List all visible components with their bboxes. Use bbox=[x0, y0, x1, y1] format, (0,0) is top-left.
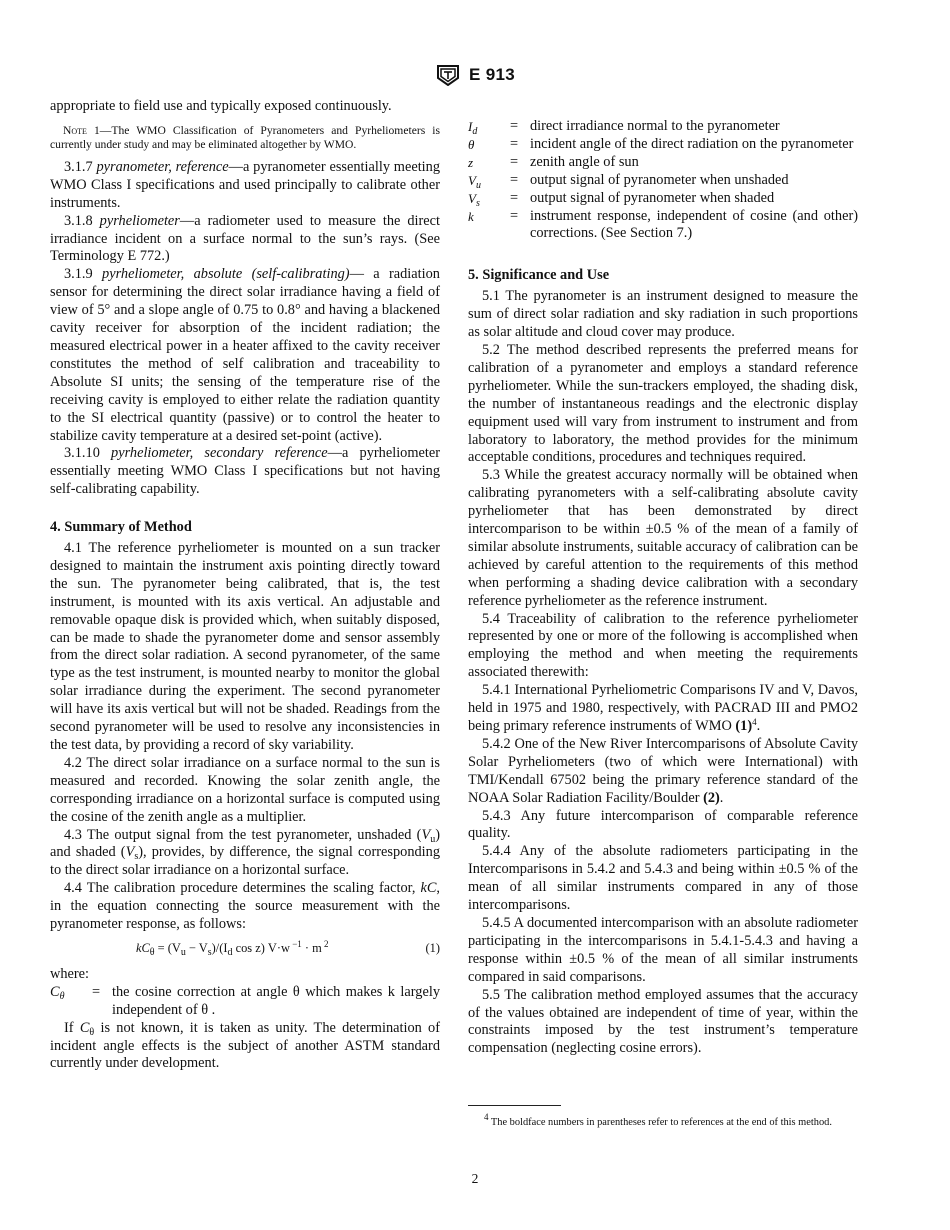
definition-3-1-8 bbox=[50, 213, 440, 267]
text-run: ), provides, by difference, the signal corresponding to the direct solar irradiance on a horizontal surface. bbox=[50, 844, 440, 879]
equation-body bbox=[136, 940, 329, 958]
text-run: . bbox=[719, 789, 724, 806]
symbol: kC bbox=[136, 940, 150, 955]
definition-3-1-7 bbox=[50, 159, 440, 213]
paragraph-if-c bbox=[50, 1020, 440, 1074]
text-run: )/(I bbox=[211, 940, 228, 955]
symbol-definition: instrument response, independent of cosine (and other) corrections. (See Section 7.) bbox=[530, 207, 858, 242]
subscript: u bbox=[180, 946, 186, 958]
superscript: 2 bbox=[321, 938, 329, 949]
symbol-definition: direct irradiance normal to the pyranometer bbox=[530, 118, 780, 134]
footnote-marker: 4 bbox=[752, 717, 757, 727]
symbol-letter: θ bbox=[468, 136, 475, 152]
clause-number: 3.1.7 bbox=[64, 158, 93, 175]
symbol-definitions bbox=[468, 118, 858, 243]
symbol-letter: z bbox=[468, 154, 474, 170]
text-run: is not known, it is taken as unity. The determination of incident angle effects is the subject of another ASTM standard currently under development. bbox=[50, 1019, 441, 1072]
text-run: · m bbox=[301, 940, 322, 955]
symbol bbox=[468, 208, 506, 244]
reference-number: (1) bbox=[735, 718, 753, 734]
definition-3-1-9 bbox=[50, 266, 440, 445]
footnote-divider bbox=[468, 1105, 561, 1106]
symbol-letter: C bbox=[50, 983, 60, 1000]
clause-number: 3.1.8 bbox=[64, 212, 93, 229]
clause-number: 3.1.10 bbox=[64, 445, 100, 462]
footnote bbox=[468, 1112, 858, 1130]
symbol: kC bbox=[420, 880, 437, 897]
subscript: d bbox=[227, 946, 233, 958]
text-run: , in the equation connecting the source measurement with the pyranometer response, as follows: bbox=[50, 880, 440, 933]
footnote-text: The boldface numbers in parentheses refer to references at the end of this method. bbox=[490, 1117, 832, 1128]
section-5-heading: 5. Significance and Use bbox=[468, 267, 610, 284]
clause-number: 3.1.9 bbox=[64, 266, 93, 283]
symbol-definition: incident angle of the direct radiation on the pyranometer bbox=[530, 135, 854, 152]
equals-sign: = bbox=[510, 118, 519, 134]
defined-term: pyrheliometer bbox=[99, 212, 180, 229]
definition-text: —a pyranometer essentially meeting WMO Class I specifications and used principally to calibrate other instruments. bbox=[50, 158, 441, 211]
symbol bbox=[468, 190, 506, 208]
paragraph-4-4 bbox=[50, 880, 440, 934]
definition-text: — a radiation sensor for determining the direct solar irradiance having a field of view of 5° and a slope angle of 0.75 to 0.8° and having a blackened cavity receiver for absorption of the incident radiation; the measured electrical power in a heater affixed to the cavity receiver constitutes the method of self calibration and traceability to Absolute SI units; the sensing of the temperature rise of the receiving cavity is employed to either relate the radiation quantity to the SI electrical quantity (passive) or to control the heater to stabilize cavity temperature at a desired set-point (active). bbox=[50, 266, 440, 444]
paragraph-5-4-4: 5.4.4 Any of the absolute radiometers participating in the Intercomparisons in 5.4.2 and 5.4.3 and being within ±0.5 % of the mean of all similar instruments compared in any of those intercomparisons. bbox=[468, 843, 858, 914]
text-run: 5.4.1 International Pyrheliometric Comparisons IV and V, Davos, held in 1975 and 1980, respectively, with PACRAD III and PMO2 being primary reference instruments of WMO bbox=[468, 682, 858, 734]
subscript: s bbox=[207, 946, 212, 958]
section-4-heading: 4. Summary of Method bbox=[50, 519, 192, 536]
symbol bbox=[468, 172, 506, 190]
text-run: If bbox=[64, 1019, 80, 1036]
symbol bbox=[468, 154, 506, 172]
text-run: 4.4 The calibration procedure determines the scaling factor, bbox=[64, 880, 421, 897]
subscript: d bbox=[472, 126, 478, 137]
paragraph-5-3: 5.3 While the greatest accuracy normally will be obtained when calibrating pyranometers with a self-calibrating absolute cavity pyrheliometer that has been demonstrated by direct intercomparison to be within ±0.5 % of the mean of a family of similar absolute instruments, suitable accuracy of calibration can be achieved by careful attention to the requirements of this method when performing a shading device calibration with a secondary reference pyrheliometer as the reference instrument. bbox=[468, 467, 858, 609]
text-run: − V bbox=[185, 940, 208, 955]
reference-number: (2) bbox=[703, 789, 720, 806]
equation-1 bbox=[50, 940, 440, 958]
paragraph-5-5: 5.5 The calibration method employed assumes that the accuracy of the values obtained are independent of time of year, within the constraints imposed by the test instrument’s temperature compensation (neglecting cosine errors). bbox=[468, 986, 858, 1057]
paragraph-5-2: 5.2 The method described represents the preferred means for calibration of a pyranometer and employs a standard reference pyrheliometer. While the sun-trackers employed, the shading disk, the number of instantaneous readings and the electronic display equipment used will vary from instrument to instrument and from laboratory to laboratory, the method provides for the minimum acceptable conditions, procedures and techniques required. bbox=[468, 341, 858, 466]
subscript: u bbox=[430, 833, 436, 845]
definition-text: —a pyrheliometer essentially meeting WMO Class I specifications but not having self-calibrating capability. bbox=[50, 445, 440, 498]
text-run: = (V bbox=[154, 940, 181, 955]
symbol-letter: k bbox=[468, 208, 474, 224]
paragraph: appropriate to field use and typically exposed continuously. bbox=[50, 98, 392, 114]
text-run: 4.3 The output signal from the test pyranometer, unshaded ( bbox=[64, 826, 422, 843]
astm-logo-icon bbox=[435, 64, 461, 86]
paragraph-5-1: 5.1 The pyranometer is an instrument designed to measure the sum of direct solar radiation and sky radiation in such proportions as solar altitude and cloud cover may produce. bbox=[468, 288, 858, 341]
symbol-definition: the cosine correction at angle θ which makes k largely independent of θ . bbox=[112, 983, 440, 1018]
paragraph-4-1: 4.1 The reference pyrheliometer is mounted on a sun tracker designed to maintain the instrument axis pointing directly toward the sun. The pyranometer being calibrated, that is, the test instrument, is mounted with its axis vertical. An adjustable and removable opaque disk is provided which, when suitably disposed, can be made to shade the pyranometer dome and sensor assembly from the direct solar radiation. A second pyranometer, of the same type as the test instrument, is mounted nearby to monitor the global solar irradiance during the experiment. The second pyranometer will have its axis vertical but will not be shaded. Readings from the second pyranometer will be used to resolve any inconsistencies in the test data, by providing a record of sky variability. bbox=[50, 540, 440, 753]
subscript: θ bbox=[149, 946, 155, 958]
paragraph-5-4: 5.4 Traceability of calibration to the reference pyrheliometer represented by one or more of the following is accomplished when employing the method and when meeting the requirements associated therewith: bbox=[468, 610, 858, 681]
footnote-marker: 4 bbox=[484, 1112, 489, 1122]
subscript: θ bbox=[59, 990, 65, 1002]
text-run: cos z) V·w bbox=[232, 940, 290, 955]
text-run: ) and shaded ( bbox=[50, 826, 440, 861]
equals-sign: = bbox=[510, 153, 519, 170]
paragraph-5-4-2 bbox=[468, 736, 858, 808]
paragraph-5-4-5: 5.4.5 A documented intercomparison with an absolute radiometer participating in the intercomparisons in 5.4.1-5.4.3 and having a response within ±0.5 % of the mean of all similar instruments compared in said comparisons. bbox=[468, 914, 858, 985]
subscript: u bbox=[475, 179, 481, 191]
page-number: 2 bbox=[471, 1171, 479, 1186]
symbol-letter: V bbox=[468, 172, 476, 188]
superscript: −1 bbox=[289, 938, 302, 949]
equals-sign: = bbox=[510, 207, 519, 224]
symbol: V bbox=[421, 826, 431, 843]
equals-sign: = bbox=[510, 135, 519, 152]
defined-term: pyrheliometer, secondary reference bbox=[111, 445, 328, 462]
paragraph-4-3 bbox=[50, 827, 440, 881]
symbol bbox=[468, 136, 506, 154]
symbol-definitions bbox=[50, 984, 440, 1020]
equals-sign: = bbox=[510, 189, 519, 206]
symbol-letter: V bbox=[468, 190, 476, 206]
defined-term: pyrheliometer, absolute (self-calibrating) bbox=[102, 266, 350, 283]
text-run: . bbox=[756, 718, 761, 734]
paragraph-5-4-1 bbox=[468, 682, 858, 736]
note-1 bbox=[50, 124, 440, 153]
symbol-letter: I bbox=[468, 119, 473, 134]
text-run: 5.4.2 One of the New River Intercomparisons of Absolute Cavity Solar Pyrheliometers (two of which were International) with TMI/Kendall 67502 being the primary reference standard of the NOAA Solar Radiation Facility/Boulder bbox=[468, 735, 858, 806]
equation-number: (1) bbox=[425, 940, 440, 955]
note-text: —The WMO Classification of Pyranometers and Pyrheliometers is currently under study and may be eliminated altogether by WMO. bbox=[50, 123, 440, 152]
subscript: θ bbox=[89, 1026, 95, 1038]
note-label: Note 1 bbox=[63, 123, 100, 137]
subscript: s bbox=[475, 197, 480, 209]
defined-term: pyranometer, reference bbox=[96, 158, 229, 175]
subscript: s bbox=[134, 851, 139, 863]
symbol bbox=[50, 984, 88, 1020]
right-column bbox=[468, 118, 858, 1058]
symbol bbox=[468, 118, 506, 136]
symbol-definition: zenith angle of sun bbox=[530, 153, 639, 170]
where-label: where: bbox=[50, 965, 90, 982]
symbol: V bbox=[125, 844, 135, 861]
definition-text: —a radiometer used to measure the direct irradiance incident on a surface normal to the sun’s rays. (See Terminology E 772.) bbox=[50, 212, 440, 265]
left-column bbox=[50, 98, 440, 1073]
definition-3-1-10 bbox=[50, 445, 440, 499]
equals-sign: = bbox=[92, 983, 101, 1000]
symbol: C bbox=[79, 1019, 90, 1036]
symbol-definition: output signal of pyranometer when shaded bbox=[530, 189, 775, 206]
paragraph-5-4-3: 5.4.3 Any future intercomparison of comparable reference quality. bbox=[468, 807, 858, 842]
symbol-definition: output signal of pyranometer when unshaded bbox=[530, 171, 789, 188]
page-header bbox=[0, 64, 950, 86]
paragraph-4-2: 4.2 The direct solar irradiance on a surface normal to the sun is measured and recorded. Knowing the solar zenith angle, the corresponding irradiance on a horizontal surface is computed using the cosine of the zenith angle as a multiplier. bbox=[50, 754, 440, 825]
document-id: E 913 bbox=[469, 65, 515, 84]
equals-sign: = bbox=[510, 171, 519, 188]
